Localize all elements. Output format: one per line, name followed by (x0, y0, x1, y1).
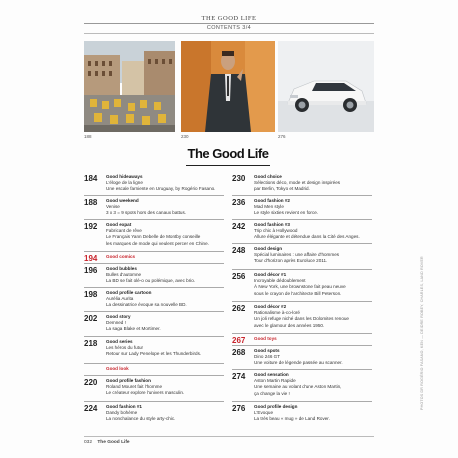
entry-text (106, 290, 224, 309)
entry-separator (232, 401, 372, 402)
entry-separator (84, 311, 224, 312)
entry-line: La très beau « mug » de Land Rover. (254, 416, 330, 422)
entry-line: Retour sur Lady Penelope et les Thunderbirds. (106, 351, 202, 357)
entry-title: Good comics (106, 254, 136, 259)
entry-line: Aston Martin Rapide (254, 378, 296, 384)
page-ref-number: 230 (232, 174, 246, 183)
magazine-logo: The Good Life (187, 146, 269, 161)
entry-title: Good toys (254, 336, 277, 341)
page-number: 032 (84, 440, 93, 445)
entry-text (106, 378, 224, 397)
entry-line: Demned ! (106, 320, 126, 326)
entry-line: Venise (106, 204, 120, 210)
entry-title: Good expat (106, 222, 132, 227)
entry-text (106, 366, 224, 372)
entry-line: Tour d'horizon après Euroluce 2011. (254, 258, 328, 264)
entry-text (254, 246, 372, 265)
page-ref-number: 220 (84, 378, 98, 387)
contents-label: CONTENTS 3/4 (206, 25, 252, 31)
entry-text (254, 404, 372, 423)
entry-separator (232, 219, 372, 220)
entry-line: Le Français Yann Debelle de Montby conseille (106, 234, 201, 240)
photo-range-rover (278, 41, 374, 132)
entry-text (254, 348, 372, 367)
photo-credits: PHOTOS DR ROGÉRIO FASANO, KEN — DEIDRE ROBEY, CHARLES, LAND ROVER (420, 256, 424, 410)
entry-line: 3 x 3 = 9 spots hors des canaux battus. (106, 210, 187, 216)
entry-line: Spécial luminaires : une affaire d'hommes (254, 252, 340, 258)
entry-separator (232, 369, 372, 370)
page-ref-number: 196 (84, 266, 98, 275)
entry-separator (84, 375, 224, 376)
entry-separator (232, 269, 372, 270)
entry-separator (232, 301, 372, 302)
photo-venice (84, 41, 175, 132)
entry-title: Good profile design (254, 404, 298, 409)
entry-separator (84, 336, 224, 337)
entry-line: Le créateur explore l'univers masculin. (106, 390, 185, 396)
entry-separator (232, 345, 372, 346)
entry-title: Good hideaways (106, 174, 143, 179)
page-ref-number: 236 (232, 198, 246, 207)
footer-rule (84, 436, 374, 437)
entry-line: Sélections déco, mode et design inspirées (254, 180, 341, 186)
entry-text (254, 336, 372, 342)
page-ref-number: 224 (84, 404, 98, 413)
entry-line: ça change la vie ! (254, 390, 290, 396)
page-ref-number: 267 (232, 336, 246, 345)
page-ref-number: 276 (232, 404, 246, 413)
entry-title: Good weekend (106, 198, 139, 203)
entry-title: Good fashion #2 (254, 198, 290, 203)
entry-line: Le style sixties revient en force. (254, 210, 319, 216)
entry-separator (232, 333, 372, 334)
photo-man-suit (181, 41, 275, 132)
page-ref-number: 202 (84, 314, 98, 323)
entry-text (106, 254, 224, 260)
entry-separator (84, 263, 224, 264)
entry-line: Une escale farniente en Uruguay, by Rogério Fasano. (106, 186, 216, 192)
entry-line: Un joli refuge niché dans les Dolomites renoue (254, 316, 349, 322)
page-ref-number: 192 (84, 222, 98, 231)
entry-title: Good profile cartoon (106, 290, 152, 295)
entry-title: Good series (106, 339, 133, 344)
entry-line: Une voiture de légende passée au scanner. (254, 360, 343, 366)
entry-title: Good fashion #3 (254, 222, 290, 227)
entry-text (106, 222, 224, 247)
entry-text (254, 304, 372, 329)
entry-line: La dessinatrice évoque sa nouvelle BD. (106, 302, 187, 308)
page-ref-number: 274 (232, 372, 246, 381)
entry-line: Une semaine au volant d'une Aston Martin, (254, 384, 342, 390)
page-ref-number: 268 (232, 348, 246, 357)
page-ref-number: 256 (232, 272, 246, 281)
entry-line: par Berlin, Tokyo et Madrid. (254, 186, 310, 192)
photo-caption-230: 230 (181, 134, 189, 139)
entry-title: Good story (106, 314, 131, 319)
entry-line: Les héros du futur (106, 345, 144, 351)
running-head: THE GOOD LIFE (201, 15, 257, 22)
entry-line: La BD se fait olé-o ou polémique, avec brio. (106, 278, 196, 284)
entry-separator (84, 363, 224, 364)
entry-text (254, 174, 372, 193)
entry-line: Dandy bohème (106, 410, 138, 416)
photo-caption-188: 188 (84, 134, 92, 139)
entry-title: Good spots (254, 348, 280, 353)
entry-separator (84, 251, 224, 252)
entry-line: Mad Men style (254, 204, 284, 210)
entry-line: L'éloge de la ligne (106, 180, 143, 186)
page-ref-number: 184 (84, 174, 98, 183)
entry-title: Good bubbles (106, 266, 137, 271)
page-ref-number: 188 (84, 198, 98, 207)
entry-text (254, 198, 372, 217)
entry-title: Good décor #2 (254, 304, 287, 309)
entry-title: Good fashion #1 (106, 404, 142, 409)
entry-title: Good design (254, 246, 283, 251)
entry-separator (232, 195, 372, 196)
entry-line: Roland Mouret fait l'homme (106, 384, 163, 390)
entry-separator (84, 219, 224, 220)
photo-caption-276: 276 (278, 134, 286, 139)
entry-text (106, 266, 224, 285)
entry-title: Good choice (254, 174, 282, 179)
page-ref-number: 194 (84, 254, 98, 263)
entry-line: Dino 246 GT (254, 354, 281, 360)
footer-magazine-name: The Good Life (97, 440, 130, 445)
header-rule-2 (84, 33, 374, 34)
entry-line: L'Evoque (254, 410, 274, 416)
entry-line: La saga Blake et Mortimer. (106, 326, 161, 332)
entry-text (106, 198, 224, 217)
entry-text (254, 222, 372, 241)
entry-separator (84, 401, 224, 402)
entry-text (106, 314, 224, 333)
entry-line: Aurélia Aurita (106, 296, 134, 302)
page-ref-number: 262 (232, 304, 246, 313)
entry-separator (84, 195, 224, 196)
entry-line: avec le glamour des années 1950. (254, 322, 325, 328)
entry-text (106, 404, 224, 423)
entry-text (254, 372, 372, 397)
page-ref-number: 198 (84, 290, 98, 299)
entry-line: Trip chic à Hollywood (254, 228, 298, 234)
entry-title: Good décor #1 (254, 272, 287, 277)
footer (84, 440, 130, 445)
page-ref-number: 218 (84, 339, 98, 348)
entry-title: Good sensation (254, 372, 289, 377)
entry-separator (232, 243, 372, 244)
entry-text (254, 272, 372, 297)
logo-rule (186, 165, 270, 166)
entry-separator (84, 287, 224, 288)
header-rule (84, 23, 374, 24)
entry-line: Fabricant de rêve (106, 228, 142, 234)
entry-line: La nonchalance du style arty-chic. (106, 416, 176, 422)
entry-text (106, 174, 224, 193)
entry-line: Bulles d'automne (106, 272, 142, 278)
entry-line: À New York, une brownstone fait peau neuve (254, 284, 346, 290)
entry-line: les marques de mode qui veulent percer en Chine. (106, 240, 209, 246)
entry-line: Rationalisme à-co-loré (254, 310, 300, 316)
entry-line: sous le crayon de l'architecte Bill Peterson. (254, 290, 342, 296)
entry-line: Incroyable dédoublement (254, 278, 306, 284)
entry-title: Good look (106, 366, 129, 371)
entry-line: Allure élégante et détendue dans la Cité des Anges. (254, 234, 360, 240)
page-ref-number: 242 (232, 222, 246, 231)
entry-title: Good profile fashion (106, 378, 151, 383)
page-ref-number: 248 (232, 246, 246, 255)
entry-text (106, 339, 224, 358)
